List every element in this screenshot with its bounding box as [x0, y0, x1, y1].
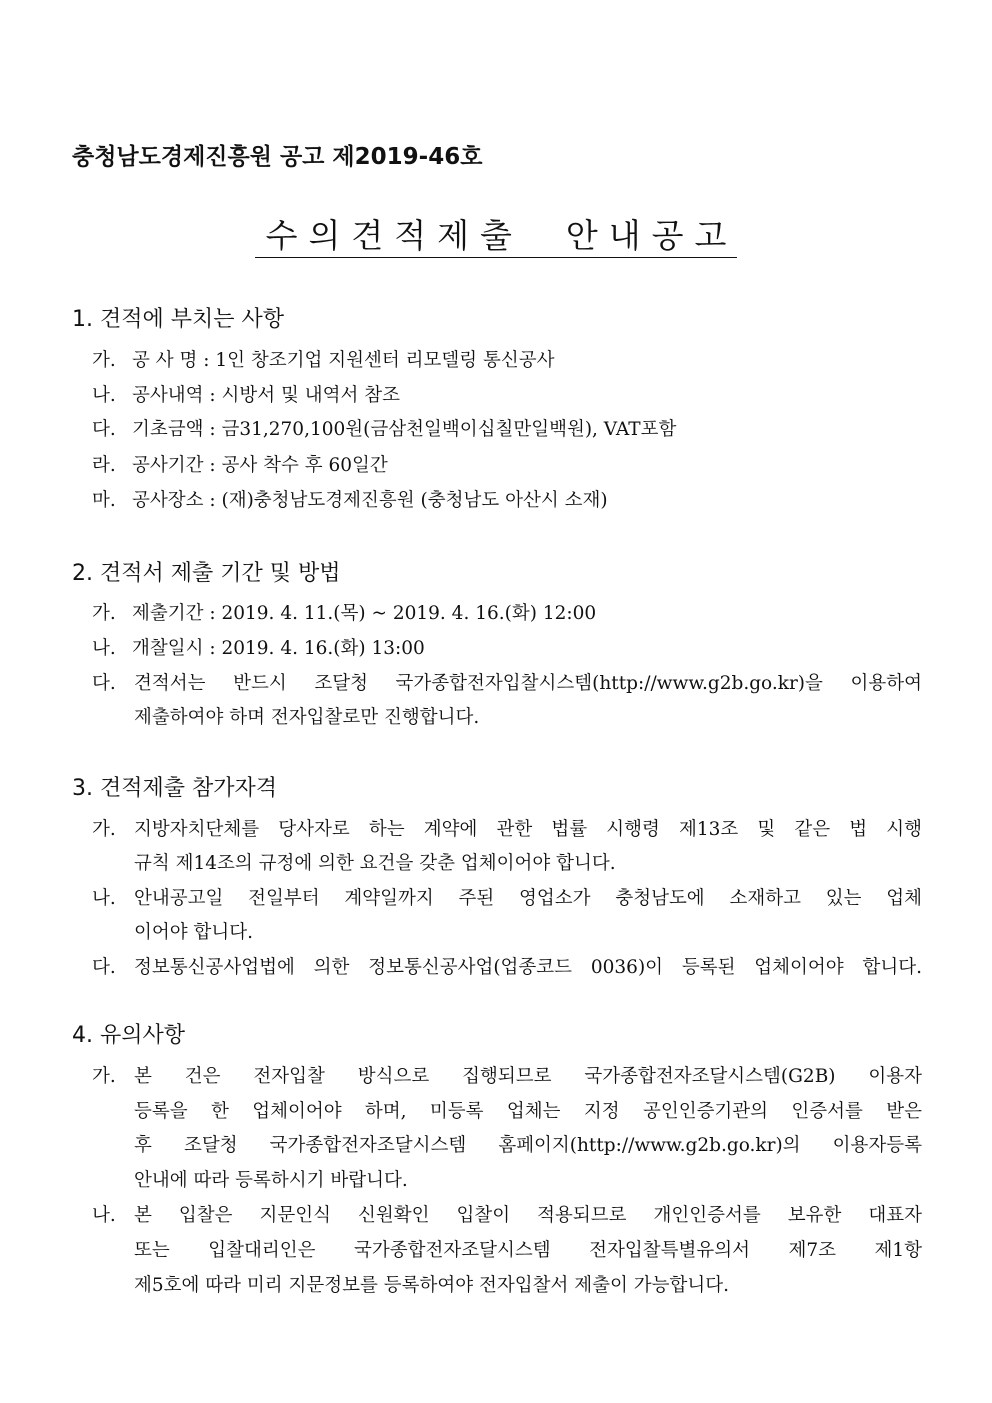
notice-number: 충청남도경제진흥원 공고 제2019-46호	[72, 144, 483, 170]
section-4-item-a-cont-3: 안내에 따라 등록하시기 바랍니다.	[134, 1170, 408, 1191]
section-3-item-b-cont: 이어야 합니다.	[134, 922, 253, 943]
section-2-item-a: 가. 제출기간 : 2019. 4. 11.(목) ~ 2019. 4. 16.(화) 12:00	[92, 603, 597, 624]
section-4-item-a: 가. 본 건은 전자입찰 방식으로 집행되므로 국가종합전자조달시스템(G2B) 이용자	[92, 1066, 922, 1087]
section-4-item-b-cont-2: 제5호에 따라 미리 지문정보를 등록하여야 전자입찰서 제출이 가능합니다.	[134, 1275, 729, 1296]
section-3-item-a: 가. 지방자치단체를 당사자로 하는 계약에 관한 법률 시행령 제13조 및 같은 법 시행	[92, 819, 922, 840]
section-3-item-a-cont: 규칙 제14조의 규정에 의한 요건을 갖춘 업체이어야 합니다.	[134, 853, 616, 874]
section-4-item-a-cont-2: 후 조달청 국가종합전자조달시스템 홈페이지(http://www.g2b.go.kr)의 이용자등록	[134, 1135, 922, 1156]
section-3-title: 3. 견적제출 참가자격	[72, 776, 277, 801]
section-4-title: 4. 유의사항	[72, 1023, 185, 1048]
section-2-item-b: 나. 개찰일시 : 2019. 4. 16.(화) 13:00	[92, 638, 425, 659]
section-1-item-c: 다. 기초금액 : 금31,270,100원(금삼천일백이십칠만일백원), VAT포함	[92, 419, 677, 440]
document-title-wrap	[0, 215, 992, 258]
section-3-item-b: 나. 안내공고일 전일부터 계약일까지 주된 영업소가 충청남도에 소재하고 있는 업체	[92, 888, 922, 909]
section-1-title: 1. 견적에 부치는 사항	[72, 307, 284, 332]
section-4-item-b: 나. 본 입찰은 지문인식 신원확인 입찰이 적용되므로 개인인증서를 보유한 대표자	[92, 1205, 922, 1226]
document-title: 수의견적제출 안내공고	[255, 215, 738, 258]
section-3-item-c: 다. 정보통신공사업법에 의한 정보통신공사업(업종코드 0036)이 등록된 업체이어야 합니다.	[92, 957, 922, 978]
section-4-item-a-cont-1: 등록을 한 업체이어야 하며, 미등록 업체는 지정 공인인증기관의 인증서를 받은	[134, 1101, 922, 1122]
section-1-item-b: 나. 공사내역 : 시방서 및 내역서 참조	[92, 385, 400, 406]
section-1-item-e: 마. 공사장소 : (재)충청남도경제진흥원 (충청남도 아산시 소재)	[92, 490, 608, 511]
section-4-item-b-cont-1: 또는 입찰대리인은 국가종합전자조달시스템 전자입찰특별유의서 제7조 제1항	[134, 1240, 922, 1261]
section-2-title: 2. 견적서 제출 기간 및 방법	[72, 561, 341, 586]
section-2-item-c-cont: 제출하여야 하며 전자입찰로만 진행합니다.	[134, 707, 480, 728]
section-2-item-c: 다. 견적서는 반드시 조달청 국가종합전자입찰시스템(http://www.g2b.go.kr)을 이용하여	[92, 673, 922, 694]
section-1-item-d: 라. 공사기간 : 공사 착수 후 60일간	[92, 455, 388, 476]
section-1-item-a: 가. 공 사 명 : 1인 창조기업 지원센터 리모델링 통신공사	[92, 350, 555, 371]
